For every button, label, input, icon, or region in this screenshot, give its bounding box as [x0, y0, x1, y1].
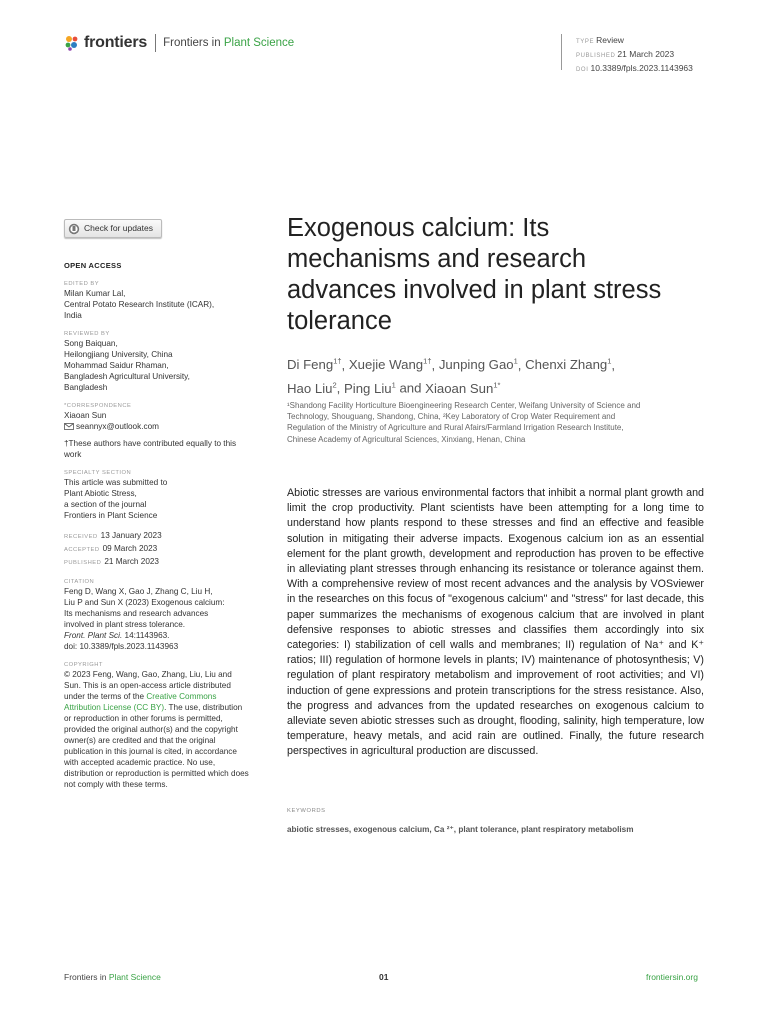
article-meta — [561, 34, 693, 73]
frontiers-logo-icon — [64, 35, 80, 51]
reviewed-by-label: REVIEWED BY — [64, 331, 110, 337]
dates — [64, 530, 249, 569]
author-affiliation-mark: 1 — [607, 357, 612, 366]
abstract: Abiotic stresses are various environmental factors that inhibit a normal plant growth and limit the crop productivity. Plant scientists have been attempting for a long time to understand how plants respond to these stresses and find an effective and feasible solution in mitigating their adverse impacts. Exogenous calcium ion as an essential element for the plant growth, development and reproduction has proven to be effective in alleviating plant stresses through enhancing its resistance or tolerance against them. With a comprehensive review of most recent advances and the analysis by VOSviewer in the researches on this focus of "exogenous calcium" and "stress" for last decade, this paper summarizes the mechanisms of exogenous calcium that are involved in plant defensive responses to abiotic stresses and classifies them accordingly into six categories: I) stabilization of cell walls and membranes; II) regulation of Na⁺ and K⁺ ratios; III) regulation of hormone levels in plants; IV) maintenance of photosynthesis; V) regulation of plant respiratory metabolism and improvement of root activities; and VI) induction of gene expressions and protein transcriptions for the stress resistance. Also, the progress and advances from the updated researches on exogenous calcium to alleviate seven abiotic stresses such as drought, flooding, salinity, high temperature, low temperature, heavy metals, and acid rain are outlined. Finally, the future research perspectives in agricultural production are discussed. — [287, 487, 704, 758]
sidebar — [64, 219, 249, 790]
license-link[interactable]: Creative Commons Attribution License (CC BY) — [64, 692, 217, 712]
copyright-text — [64, 669, 249, 790]
received-date: 13 January 2023 — [100, 531, 162, 540]
check-for-updates-button[interactable] — [64, 219, 162, 238]
citation-volume: 14:1143963. — [122, 631, 170, 640]
copyright-post: . The use, distribution or reproduction in other forums is permitted, provided the original author(s) and the copyright owner(s) are credited and that the original publication in this journal is cited, in accordance with accepted academic practice. No use, distribution or reproduction is permitted which does not comply with these terms. — [64, 703, 249, 789]
copyright-pre: © 2023 Feng, Wang, Gao, Zhang, Liu, Liu and Sun. This is an open-access article distributed under the terms of the — [64, 670, 232, 701]
published-date: 21 March 2023 — [104, 557, 159, 566]
author-name: Hao Liu — [287, 380, 333, 396]
published-date-label: PUBLISHED — [64, 560, 102, 566]
footer-journal[interactable] — [64, 972, 161, 982]
author-affiliation-mark: 1 — [513, 357, 518, 366]
journal-name[interactable] — [163, 37, 294, 49]
accepted-label: ACCEPTED — [64, 547, 100, 553]
open-access-badge: OPEN ACCESS — [64, 261, 122, 270]
journal-title: Plant Science — [223, 37, 295, 49]
author-affiliation-mark: 2 — [332, 380, 337, 390]
article-title: Exogenous calcium: Its mechanisms and research advances involved in plant stress tolerance — [287, 214, 662, 335]
author[interactable] — [439, 357, 518, 372]
header-divider — [155, 34, 156, 52]
frontiers-logo[interactable] — [64, 33, 294, 53]
type-value: Review — [596, 35, 624, 45]
citation-label: CITATION — [64, 579, 95, 585]
citation-text: Feng D, Wang X, Gao J, Zhang C, Liu H, Liu P and Sun X (2023) Exogenous calcium: Its mechanisms and research advances involved in plant stress tolerance. — [64, 587, 225, 629]
mail-icon — [64, 423, 74, 430]
correspondence-email-row[interactable] — [64, 421, 249, 432]
author-affiliation-mark: 1 — [391, 380, 396, 390]
edited-by: Milan Kumar Lal, Central Potato Research Institute (ICAR), India — [64, 289, 215, 320]
update-badge-icon — [68, 223, 80, 235]
footer-site-link[interactable]: frontiersin.org — [646, 972, 698, 982]
doi-label: DOI — [576, 67, 589, 73]
author-list: Di Feng$^{1\dagger}$, Xuejie Wang$^{1\dagger}$, Junping Gao$^1$, Chenxi Zhang$^1$, Hao Liu$^2$, Ping Liu$^1$ and Xiaoan Sun$^{1*}$ — [287, 357, 616, 396]
brand-name: frontiers — [84, 34, 148, 51]
author-affiliation-mark: 1* — [493, 380, 501, 390]
keywords: abiotic stresses, exogenous calcium, Ca ²⁺, plant tolerance, plant respiratory metabolism — [287, 825, 634, 834]
footer-journal-prefix: Frontiers in — [64, 972, 107, 982]
received-label: RECEIVED — [64, 534, 98, 540]
footer-journal-name: Plant Science — [108, 972, 161, 982]
edited-by-label: EDITED BY — [64, 281, 100, 287]
page-number: 01 — [379, 972, 389, 982]
correspondence-email[interactable]: seannyx@outlook.com — [76, 422, 159, 431]
citation-journal: Front. Plant Sci. — [64, 631, 123, 640]
citation-journal-line — [64, 630, 249, 641]
check-for-updates-label: Check for updates — [84, 223, 153, 233]
journal-prefix: Frontiers in — [163, 37, 221, 49]
correspondence-label: *CORRESPONDENCE — [64, 403, 132, 409]
correspondence-name: Xiaoan Sun — [64, 411, 107, 420]
author[interactable] — [287, 381, 337, 396]
author[interactable] — [425, 381, 500, 396]
author-name: Xuejie Wang — [348, 357, 424, 373]
author-name: Xiaoan Sun — [425, 380, 494, 396]
author-name: Ping Liu — [343, 380, 392, 396]
published-label: PUBLISHED — [576, 53, 616, 59]
affiliations: ¹Shandong Facility Horticulture Bioengineering Research Center, Weifang University of Science and Technology, Shouguang, Shandong, China, ²Key Laboratory of Crop Water Requirement and Regulation of the Ministry of Agriculture and Rural Afairs/Farmland Irrigation Research Institute, Chinese Academy of Agricultural Sciences, Xinxiang, Henan, China — [287, 401, 641, 444]
author[interactable] — [344, 381, 396, 396]
author-affiliation-mark: 1† — [333, 357, 342, 366]
citation-doi[interactable]: doi: 10.3389/fpls.2023.1143963 — [64, 642, 179, 651]
author[interactable] — [525, 357, 611, 372]
accepted-date: 09 March 2023 — [102, 544, 158, 553]
author-name: Di Feng — [287, 357, 334, 373]
author[interactable] — [349, 357, 432, 372]
author-name: Chenxi Zhang — [525, 357, 608, 373]
doi-value[interactable]: 10.3389/fpls.2023.1143963 — [590, 63, 693, 73]
specialty-section-label: SPECIALTY SECTION — [64, 470, 132, 476]
author-affiliation-mark: 1† — [423, 357, 432, 366]
author-name: Junping Gao — [438, 357, 514, 373]
copyright-label: COPYRIGHT — [64, 662, 103, 668]
keywords-label: KEYWORDS — [287, 808, 326, 814]
author[interactable] — [287, 357, 342, 372]
type-label: TYPE — [576, 39, 595, 45]
reviewed-by: Song Baiquan, Heilongjiang University, China Mohammad Saidur Rhaman, Bangladesh Agricultural University, Bangladesh — [64, 339, 190, 392]
specialty-section: This article was submitted to Plant Abiotic Stress, a section of the journal Frontiers in Plant Science — [64, 478, 168, 520]
equal-contribution-note: †These authors have contributed equally to this work — [64, 439, 237, 459]
published-value: 21 March 2023 — [617, 49, 675, 59]
